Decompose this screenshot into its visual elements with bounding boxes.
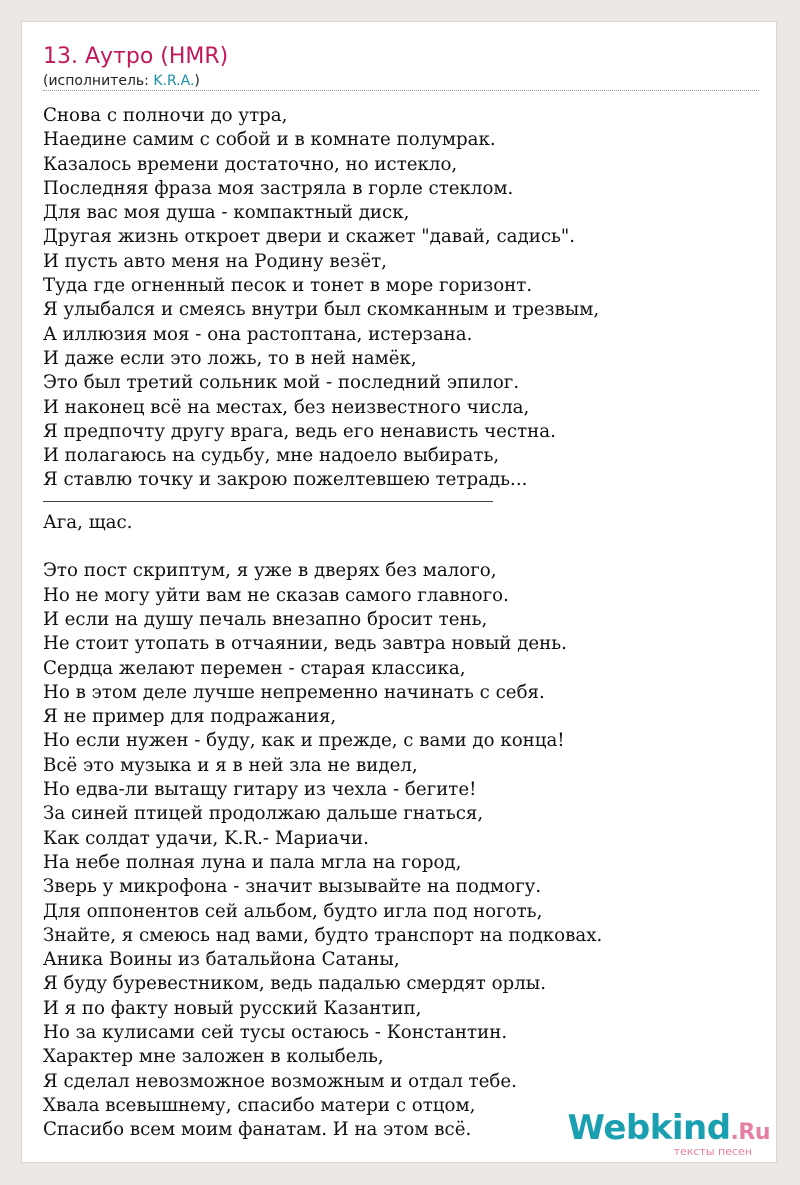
lyric-line: Я улыбался и смеясь внутри был скомканным и трезвым, <box>43 299 600 321</box>
lyric-line: Я сделал невозможное возможным и отдал тебе. <box>43 1070 517 1092</box>
lyric-line: И полагаюсь на судьбу, мне надоело выбирать, <box>43 445 500 467</box>
lyric-line: Но если нужен - буду, как и прежде, с вами до конца! <box>43 730 565 752</box>
lyric-line: За синей птицей продолжаю дальше гнаться, <box>43 803 484 825</box>
site-logo[interactable] <box>568 1110 770 1158</box>
lyric-line: И пусть авто меня на Родину везёт, <box>43 250 387 272</box>
lyric-line: Знайте, я смеюсь над вами, будто транспорт на подковах. <box>43 924 603 946</box>
lyric-line: Как солдат удачи, K.R.- Мариачи. <box>43 827 369 849</box>
lyric-line: Хвала всевышнему, спасибо матери с отцом, <box>43 1094 476 1116</box>
lyric-line: Всё это музыка и я в ней зла не видел, <box>43 754 418 776</box>
header-separator <box>43 90 759 91</box>
lyric-line: Это был третий сольник мой - последний эпилог. <box>43 372 520 394</box>
lyric-line: Не стоит утопать в отчаянии, ведь завтра новый день. <box>43 633 567 655</box>
lyric-line: А иллюзия моя - она растоптана, истерзана. <box>43 323 473 345</box>
lyrics-part-1 <box>43 104 763 493</box>
lyric-line: И я по факту новый русский Казантип, <box>43 997 422 1019</box>
lyric-line: И если на душу печаль внезапно бросит тень, <box>43 608 488 630</box>
lyric-line: Характер мне заложен в колыбель, <box>43 1046 384 1068</box>
song-title: 13. Аутро (HMR) <box>43 44 229 69</box>
lyric-line: Для оппонентов сей альбом, будто игла под ноготь, <box>43 900 543 922</box>
interlude-line: Ага, щас. <box>43 511 133 533</box>
performer-prefix: (исполнитель: <box>43 73 154 89</box>
lyric-line: Но за кулисами сей тусы остаюсь - Константин. <box>43 1021 508 1043</box>
performer-link[interactable]: K.R.A. <box>153 73 195 89</box>
lyric-line: И даже если это ложь, то в ней намёк, <box>43 347 417 369</box>
lyrics-part-2 <box>43 559 763 1142</box>
blank-line <box>43 535 763 559</box>
lyric-line: Туда где огненный песок и тонет в море горизонт. <box>43 275 533 297</box>
logo-tagline: тексты песен <box>673 1145 752 1158</box>
lyric-line: И наконец всё на местах, без неизвестного числа, <box>43 396 530 418</box>
section-divider <box>43 493 763 511</box>
lyric-line: На небе полная луна и пала мгла на город, <box>43 851 462 873</box>
lyric-line: Но не могу уйти вам не сказав самого главного. <box>43 584 509 606</box>
lyric-line: Для вас моя душа - компактный диск, <box>43 202 410 224</box>
lyric-line: Я буду буревестником, ведь падалью смердят орлы. <box>43 973 546 995</box>
lyric-line: Я предпочту другу врага, ведь его ненависть честна. <box>43 420 556 442</box>
lyric-line: Я не пример для подражания, <box>43 706 337 728</box>
lyric-line: Снова с полночи до утра, <box>43 105 288 126</box>
logo-tld: .Ru <box>730 1120 770 1145</box>
lyric-line: Последняя фраза моя застряла в горле стеклом. <box>43 177 514 199</box>
lyric-line: Аника Воины из батальйона Сатаны, <box>43 949 400 971</box>
performer-suffix: ) <box>194 73 200 89</box>
lyric-line: Это пост скриптум, я уже в дверях без малого, <box>43 560 497 582</box>
lyric-line: Сердца желают перемен - старая классика, <box>43 657 466 679</box>
lyric-line: Я ставлю точку и закрою пожелтевшею тетрадь... <box>43 469 528 491</box>
lyric-line: Но в этом деле лучше непременно начинать с себя. <box>43 681 545 703</box>
performer-line <box>43 72 200 90</box>
lyric-line: Спасибо всем моим фанатам. И на этом всё. <box>43 1119 472 1141</box>
lyric-line: Зверь у микрофона - значит вызывайте на подмогу. <box>43 876 542 898</box>
lyric-line: Другая жизнь откроет двери и скажет "давай, садись". <box>43 226 576 248</box>
lyric-line: Наедине самим с собой и в комнате полумрак. <box>43 129 496 151</box>
lyrics-text <box>43 104 763 1142</box>
logo-name: Webkind <box>567 1108 731 1148</box>
lyrics-card <box>21 21 777 1163</box>
lyric-line: Казалось времени достаточно, но истекло, <box>43 153 458 175</box>
lyric-line: Но едва-ли вытащу гитару из чехла - бегите! <box>43 779 477 801</box>
